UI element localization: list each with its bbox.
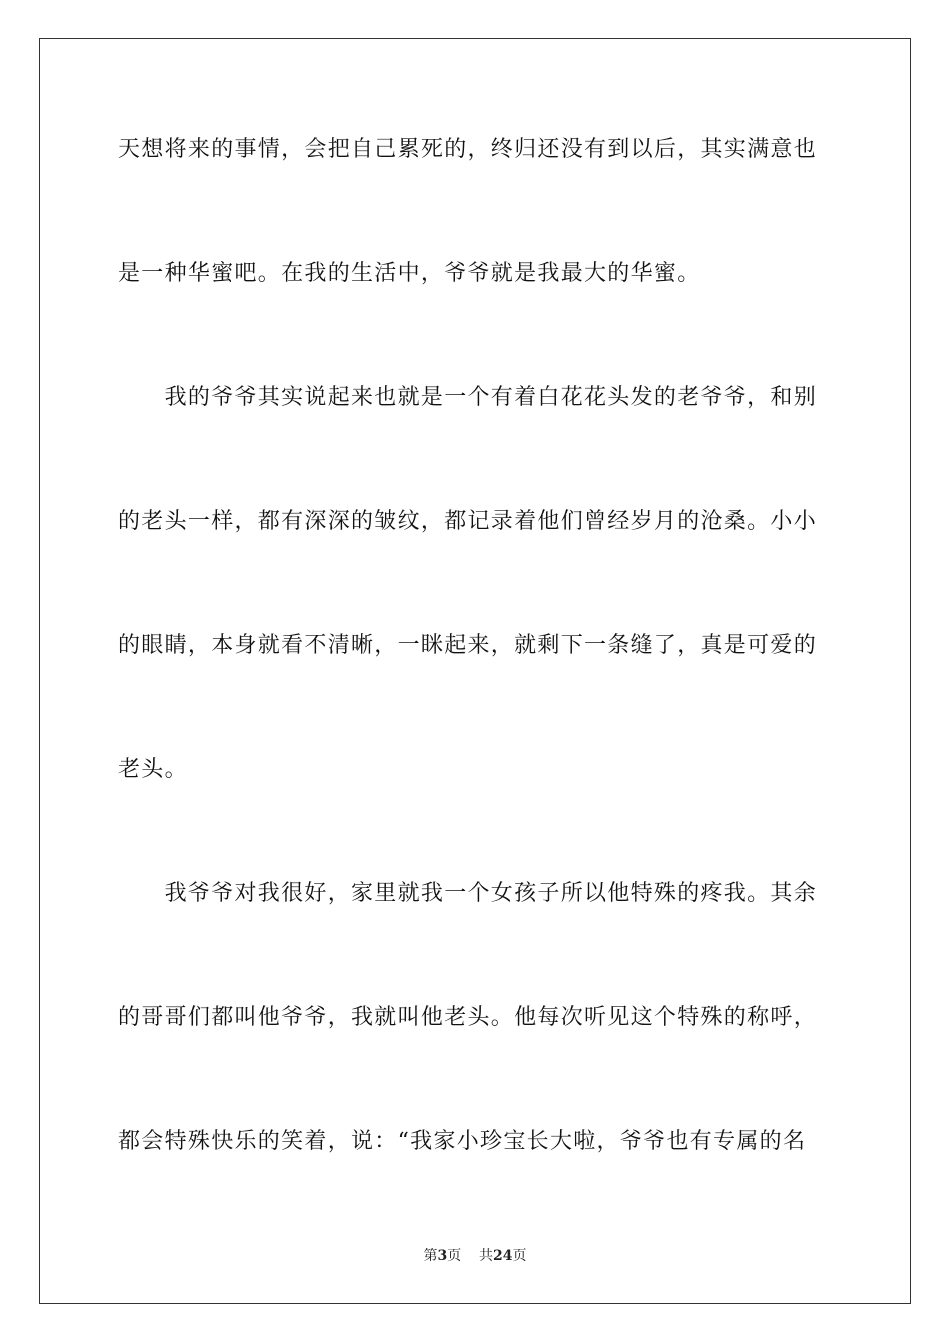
page-border [39,38,911,1304]
text-line: 我爷爷对我很好，家里就我一个女孩子所以他特殊的疼我。其余 [118,881,818,906]
page-prefix: 第 [423,1248,438,1264]
page-footer [0,1247,950,1265]
text-line: 我的爷爷其实说起来也就是一个有着白花花头发的老爷爷，和别 [118,385,818,410]
total-suffix: 页 [512,1248,527,1264]
current-page-number: 3 [437,1248,448,1264]
page-suffix: 页 [447,1248,462,1264]
text-line: 都会特殊快乐的笑着，说：“我家小珍宝长大啦，爷爷也有专属的名 [118,1129,807,1154]
text-line: 天想将来的事情，会把自己累死的，终归还没有到以后，其实满意也 [118,137,818,162]
text-line: 老头。 [118,757,188,782]
text-line: 的哥哥们都叫他爷爷，我就叫他老头。他每次听见这个特殊的称呼， [118,1005,818,1030]
total-page-count: 24 [493,1248,513,1264]
text-line: 的眼睛，本身就看不清晰，一眯起来，就剩下一条缝了，真是可爱的 [118,633,818,658]
text-line: 是一种华蜜吧。在我的生活中，爷爷就是我最大的华蜜。 [118,261,701,286]
text-line: 的老头一样，都有深深的皱纹，都记录着他们曾经岁月的沧桑。小小 [118,509,818,534]
total-prefix: 共 [479,1248,494,1264]
